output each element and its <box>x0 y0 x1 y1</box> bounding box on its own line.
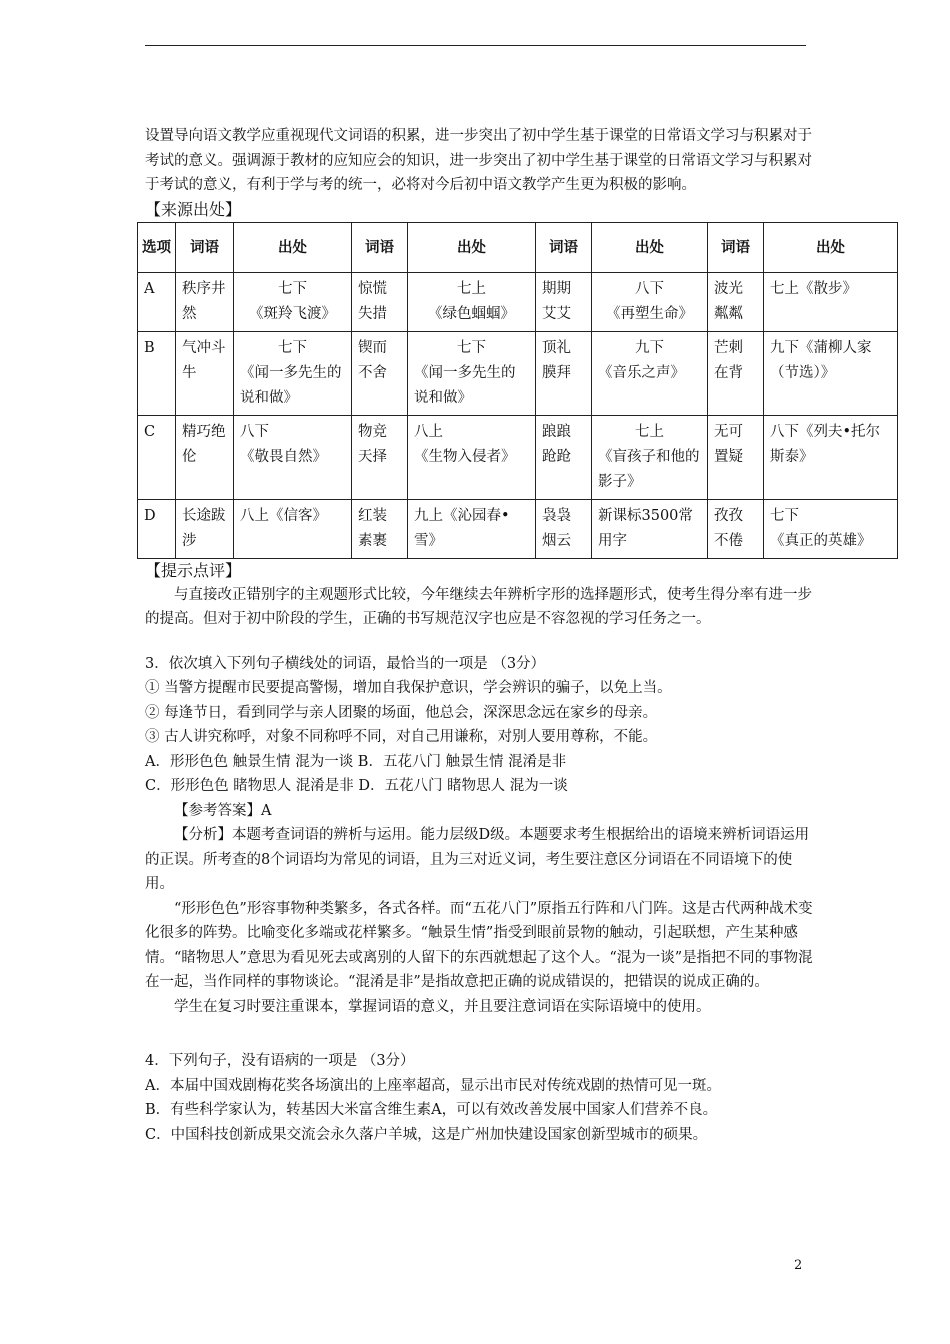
header-cell: 选项 <box>138 222 176 272</box>
source-table <box>137 222 898 559</box>
option-cell: A <box>138 272 176 331</box>
q4-option-c: C．中国科技创新成果交流会永久落户羊城，这是广州加快建设国家创新型城市的硕果。 <box>145 1126 708 1143</box>
q3-sentence-3: ③ 古人讲究称呼，对象不同称呼不同，对自己用谦称，对别人要用尊称，不能。 <box>145 729 658 745</box>
header-cell: 词语 <box>708 222 764 272</box>
word-cell: 踉踉跄跄 <box>536 415 592 499</box>
q3-options-cd: C．形形色色 睹物思人 混淆是非 D．五花八门 睹物思人 混为一谈 <box>145 778 568 794</box>
word-cell: 精巧绝伦 <box>176 415 234 499</box>
table-row <box>138 331 898 415</box>
q3-options-ab: A．形形色色 触景生情 混为一谈 B．五花八门 触景生情 混淆是非 <box>145 753 567 770</box>
intro-paragraph: 设置导向语文教学应重视现代文词语的积累，进一步突出了初中学生基于课堂的日常语文学习与积累对于考试的意义。强调源于教材的应知应会的知识，进一步突出了初中学生基于课堂的日常语文学习与积累对于考试的意义，有利于学与考的统一，必将对今后初中语文教学产生更为积极的影响。 <box>145 128 812 193</box>
source-cell: 七下 《闻一多先生的说和做》 <box>408 331 536 415</box>
word-cell: 芒刺在背 <box>708 331 764 415</box>
word-cell: 惊慌失措 <box>352 272 408 331</box>
word-cell: 锲而不舍 <box>352 331 408 415</box>
tips-heading: 【提示点评】 <box>145 560 242 580</box>
word-cell: 长途跋涉 <box>176 499 234 558</box>
source-cell: 七下 《真正的英雄》 <box>764 499 898 558</box>
header-cell: 词语 <box>176 222 234 272</box>
word-cell: 波光粼粼 <box>708 272 764 331</box>
header-cell: 出处 <box>764 222 898 272</box>
header-cell: 词语 <box>352 222 408 272</box>
q4-option-a: A．本届中国戏剧梅花奖各场演出的上座率超高，显示出市民对传统戏剧的热情可见一斑。 <box>145 1077 721 1094</box>
source-cell: 七上 《绿色蝈蝈》 <box>408 272 536 331</box>
source-cell: 九下《蒲柳人家（节选）》 <box>764 331 898 415</box>
word-cell: 物竞天择 <box>352 415 408 499</box>
header-cell: 词语 <box>536 222 592 272</box>
table-row <box>138 415 898 499</box>
q3-analysis: 【分析】本题考查词语的辨析与运用。能力层级D级。本题要求考生根据给出的语境来辨析词语运用的正误。所考查的8个词语均为常见的词语，且为三对近义词，考生要注意区分词语在不同语境下的使用。 <box>145 827 810 892</box>
source-cell: 七上《散步》 <box>764 272 898 331</box>
table-header-row <box>138 222 898 272</box>
header-cell: 出处 <box>408 222 536 272</box>
q4-stem: 4．下列句子，没有语病的一项是 （3分） <box>145 1053 415 1069</box>
source-cell: 九上《沁园春•雪》 <box>408 499 536 558</box>
spacer <box>145 632 813 652</box>
source-heading: 【来源出处】 <box>145 199 242 219</box>
word-cell: 气冲斗牛 <box>176 331 234 415</box>
q3-stem: 3．依次填入下列句子横线处的词语，最恰当的一项是 （3分） <box>145 655 546 672</box>
table-row <box>138 499 898 558</box>
option-cell: C <box>138 415 176 499</box>
q3-sentence-2: ② 每逢节日，看到同学与亲人团聚的场面，他总会，深深思念远在家乡的母亲。 <box>145 704 658 721</box>
source-cell: 八下《列夫•托尔斯泰》 <box>764 415 898 499</box>
word-cell: 袅袅烟云 <box>536 499 592 558</box>
word-cell: 秩序井然 <box>176 272 234 331</box>
source-cell: 七下 《闻一多先生的说和做》 <box>234 331 352 415</box>
source-cell: 新课标3500常用字 <box>592 499 708 558</box>
word-cell: 红装素裹 <box>352 499 408 558</box>
word-cell: 顶礼膜拜 <box>536 331 592 415</box>
q3-sentence-1: ① 当警方提醒市民要提高警惕，增加自我保护意识，学会辨识的骗子，以免上当。 <box>145 680 672 696</box>
source-cell: 八下 《再塑生命》 <box>592 272 708 331</box>
q3-answer: 【参考答案】A <box>174 802 272 819</box>
source-cell: 八下 《敬畏自然》 <box>234 415 352 499</box>
source-cell: 七下 《斑羚飞渡》 <box>234 272 352 331</box>
header-cell: 出处 <box>234 222 352 272</box>
tips-paragraph: 与直接改正错别字的主观题形式比较，今年继续去年辨析字形的选择题形式，使考生得分率有进一步的提高。但对于初中阶段的学生，正确的书写规范汉字也应是不容忽视的学习任务之一。 <box>145 586 812 627</box>
table-row <box>138 272 898 331</box>
q3-explanation: “形形色色”形容事物种类繁多，各式各样。而“五花八门”原指五行阵和八门阵。这是古代两种战术变化很多的阵势。比喻变化多端或花样繁多。“触景生情”指受到眼前景物的触动，引起联想，产生某种感情。“睹物思人”意思为看见死去或离别的人留下的东西就想起了这个人。“混为一谈”是指把不同的事物混在一起，当作同样的事物谈论。“混淆是非”是指故意把正确的说成错误的，把错误的说成正确的。 <box>145 900 813 990</box>
word-cell: 期期艾艾 <box>536 272 592 331</box>
document-body <box>142 124 881 1147</box>
source-cell: 八上《信客》 <box>234 499 352 558</box>
q4-option-b: B．有些科学家认为，转基因大米富含维生素A，可以有效改善发展中国家人们营养不良。 <box>145 1102 718 1118</box>
word-cell: 孜孜不倦 <box>708 499 764 558</box>
source-cell: 七上 《盲孩子和他的影子》 <box>592 415 708 499</box>
spacer <box>145 1019 813 1049</box>
header-rule <box>145 45 806 46</box>
option-cell: D <box>138 499 176 558</box>
source-cell: 九下 《音乐之声》 <box>592 331 708 415</box>
source-cell: 八上 《生物入侵者》 <box>408 415 536 499</box>
word-cell: 无可置疑 <box>708 415 764 499</box>
header-cell: 出处 <box>592 222 708 272</box>
q3-advice: 学生在复习时要注重课本，掌握词语的意义，并且要注意词语在实际语境中的使用。 <box>174 998 711 1015</box>
option-cell: B <box>138 331 176 415</box>
page-number: 2 <box>794 1258 803 1273</box>
